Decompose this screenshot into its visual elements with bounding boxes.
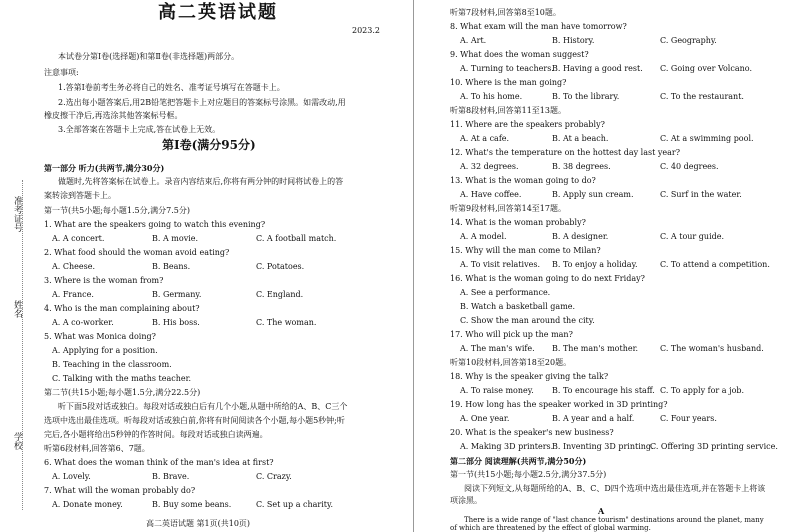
option: C. England. xyxy=(256,290,304,299)
option: C. The woman's husband. xyxy=(660,344,764,353)
question: 17. Who will pick up the man? xyxy=(450,330,573,339)
option: C. Show the man around the city. xyxy=(460,316,595,325)
question: 19. How long has the speaker worked in 3D printing? xyxy=(450,400,668,409)
option: A. To raise money. xyxy=(460,386,534,395)
option: C. To the restaurant. xyxy=(660,92,744,101)
option: C. Offering 3D printing service. xyxy=(650,442,778,451)
option: B. The man's mother. xyxy=(552,344,639,353)
option: B. Germany. xyxy=(152,290,202,299)
option: C. At a swimming pool. xyxy=(660,134,754,143)
option: A. A model. xyxy=(460,232,507,241)
option: A. 32 degrees. xyxy=(460,162,519,171)
part-one-desc: 案转涂到答题卡上。 xyxy=(44,191,116,200)
option: B. A designer. xyxy=(552,232,609,241)
option: C. The woman. xyxy=(256,318,317,327)
option: B. Inventing 3D printing. xyxy=(552,442,654,451)
side-label-school: 学校 xyxy=(12,432,22,450)
option: B. To the library. xyxy=(552,92,620,101)
option: B. A movie. xyxy=(152,234,199,243)
option: B. To enjoy a holiday. xyxy=(552,260,638,269)
question: 18. Why is the speaker giving the talk? xyxy=(450,372,609,381)
passage-line: of which are threatened by the effect of global warming. xyxy=(450,524,651,532)
notice-line: 1.答第Ⅰ卷前考生务必将自己的姓名、准考证号填写在答题卡上。 xyxy=(58,83,285,92)
option: C. A tour guide. xyxy=(660,232,725,241)
question: 5. What was Monica doing? xyxy=(44,332,156,341)
part-one-desc: 做题时,先将答案标在试卷上。录音内容结束后,你将有两分钟的时间将试卷上的答 xyxy=(58,177,344,186)
question: 15. Why will the man come to Milan? xyxy=(450,246,601,255)
option: A. Applying for a position. xyxy=(52,346,158,355)
question: 1. What are the speakers going to watch this evening? xyxy=(44,220,266,229)
option: C. To attend a competition. xyxy=(660,260,770,269)
option: C. A football match. xyxy=(256,234,337,243)
part-one-heading: 第一部分 听力(共两节,满分30分) xyxy=(44,163,165,173)
part-two-heading: 第二部分 阅读理解(共两节,满分50分) xyxy=(450,456,587,466)
option: B. His boss. xyxy=(152,318,200,327)
passage-label: A xyxy=(598,506,605,516)
material-heading: 听第8段材料,回答第11至13题。 xyxy=(450,106,566,115)
part-two-section-heading: 第一节(共15小题;每小题2.5分,满分37.5分) xyxy=(450,470,607,479)
side-label-name: 姓名 xyxy=(12,300,22,318)
question: 7. What will the woman probably do? xyxy=(44,486,196,495)
part-two-desc: 阅读下列短文,从每题所给的A、B、C、D四个选项中选出最佳选项,并在答题卡上将该 xyxy=(464,484,766,493)
option: C. Four years. xyxy=(660,414,717,423)
option: A. Lovely. xyxy=(52,472,91,481)
option: B. At a beach. xyxy=(552,134,609,143)
option: A. One year. xyxy=(460,414,510,423)
option: A. France. xyxy=(52,290,94,299)
option: B. Brave. xyxy=(152,472,190,481)
option: A. The man's wife. xyxy=(460,344,535,353)
option: B. Buy some beans. xyxy=(152,500,232,509)
option: A. Making 3D printers. xyxy=(460,442,554,451)
option: B. Teaching in the classroom. xyxy=(52,360,172,369)
question: 13. What is the woman going to do? xyxy=(450,176,596,185)
option: B. A year and a half. xyxy=(552,414,635,423)
part-two-desc: 项涂黑。 xyxy=(450,496,482,505)
exam-date: 2023.2 xyxy=(352,26,380,35)
question: 8. What exam will the man have tomorrow? xyxy=(450,22,627,31)
question: 4. Who is the man complaining about? xyxy=(44,304,200,313)
option: C. Crazy. xyxy=(256,472,292,481)
question: 16. What is the woman going to do next Friday? xyxy=(450,274,645,283)
page-footer: 高二英语试题 第1页(共10页) xyxy=(146,519,251,528)
section-two-desc: 选项中选出最佳选项。听每段对话或独白前,你将有时间阅读各个小题,每小题5秒钟;听 xyxy=(44,416,345,425)
option: C. Geography. xyxy=(660,36,717,45)
option: C. 40 degrees. xyxy=(660,162,719,171)
option: B. History. xyxy=(552,36,595,45)
option: B. Having a good rest. xyxy=(552,64,643,73)
binding-line xyxy=(22,180,23,510)
question: 2. What food should the woman avoid eating? xyxy=(44,248,230,257)
option: A. Turning to teachers. xyxy=(460,64,554,73)
option: B. 38 degrees. xyxy=(552,162,611,171)
option: B. Watch a basketball game. xyxy=(460,302,576,311)
option: A. A concert. xyxy=(52,234,105,243)
option: A. See a performance. xyxy=(460,288,551,297)
option: C. Potatoes. xyxy=(256,262,305,271)
section-one-heading: 第一节(共5小题;每小题1.5分,满分7.5分) xyxy=(44,206,191,215)
option: C. Surf in the water. xyxy=(660,190,742,199)
side-label-exam-no: 准考证号 xyxy=(12,196,22,232)
option: C. Set up a charity. xyxy=(256,500,334,509)
option: A. Have coffee. xyxy=(460,190,522,199)
option: C. Going over Volcano. xyxy=(660,64,752,73)
page-two xyxy=(414,0,794,532)
option: A. Art. xyxy=(460,36,487,45)
volume-title: 第Ⅰ卷(满分95分) xyxy=(162,138,256,152)
option: A. To his home. xyxy=(460,92,523,101)
section-two-heading: 第二节(共15小题;每小题1.5分,满分22.5分) xyxy=(44,388,201,397)
option: A. To visit relatives. xyxy=(460,260,540,269)
passage-line: There is a wide range of "last chance tourism" destinations around the planet, many xyxy=(464,516,764,524)
option: A. Cheese. xyxy=(52,262,95,271)
question: 6. What does the woman think of the man's idea at first? xyxy=(44,458,274,467)
question: 12. What's the temperature on the hottest day last year? xyxy=(450,148,681,157)
section-two-desc: 听下面5段对话或独白。每段对话或独白后有几个小题,从题中所给的A、B、C三个 xyxy=(58,402,348,411)
question: 20. What is the speaker's new business? xyxy=(450,428,614,437)
notice-line: 橡皮擦干净后,再选涂其他答案标号框。 xyxy=(44,111,183,120)
option: A. A co-worker. xyxy=(52,318,114,327)
question: 14. What is the woman probably? xyxy=(450,218,586,227)
question: 10. Where is the man going? xyxy=(450,78,567,87)
option: B. Apply sun cream. xyxy=(552,190,634,199)
material-heading: 听第10段材料,回答第18至20题。 xyxy=(450,358,572,367)
option: A. At a cafe. xyxy=(460,134,510,143)
option: C. Talking with the maths teacher. xyxy=(52,374,192,383)
option: C. To apply for a job. xyxy=(660,386,745,395)
option: B. Beans. xyxy=(152,262,191,271)
notice-line: 3.全部答案在答题卡上完成,答在试卷上无效。 xyxy=(58,125,221,134)
material-heading: 听第9段材料,回答第14至17题。 xyxy=(450,204,566,213)
option: A. Donate money. xyxy=(52,500,123,509)
intro-text: 本试卷分第Ⅰ卷(选择题)和第Ⅱ卷(非选择题)两部分。 xyxy=(58,52,240,61)
question: 9. What does the woman suggest? xyxy=(450,50,589,59)
question: 3. Where is the woman from? xyxy=(44,276,164,285)
material-heading: 听第6段材料,回答第6、7题。 xyxy=(44,444,150,453)
notice-line: 2.选出每小题答案后,用2B铅笔把答题卡上对应题目的答案标号涂黑。如需改动,用 xyxy=(58,98,346,107)
option: B. To encourage his staff. xyxy=(552,386,655,395)
exam-title: 高二英语试题 xyxy=(158,2,278,23)
section-two-desc: 完后,各小题将给出5秒钟的作答时间。每段对话或独白读两遍。 xyxy=(44,430,268,439)
question: 11. Where are the speakers probably? xyxy=(450,120,605,129)
material-heading: 听第7段材料,回答第8至10题。 xyxy=(450,8,561,17)
notice-title: 注意事项: xyxy=(44,68,79,77)
